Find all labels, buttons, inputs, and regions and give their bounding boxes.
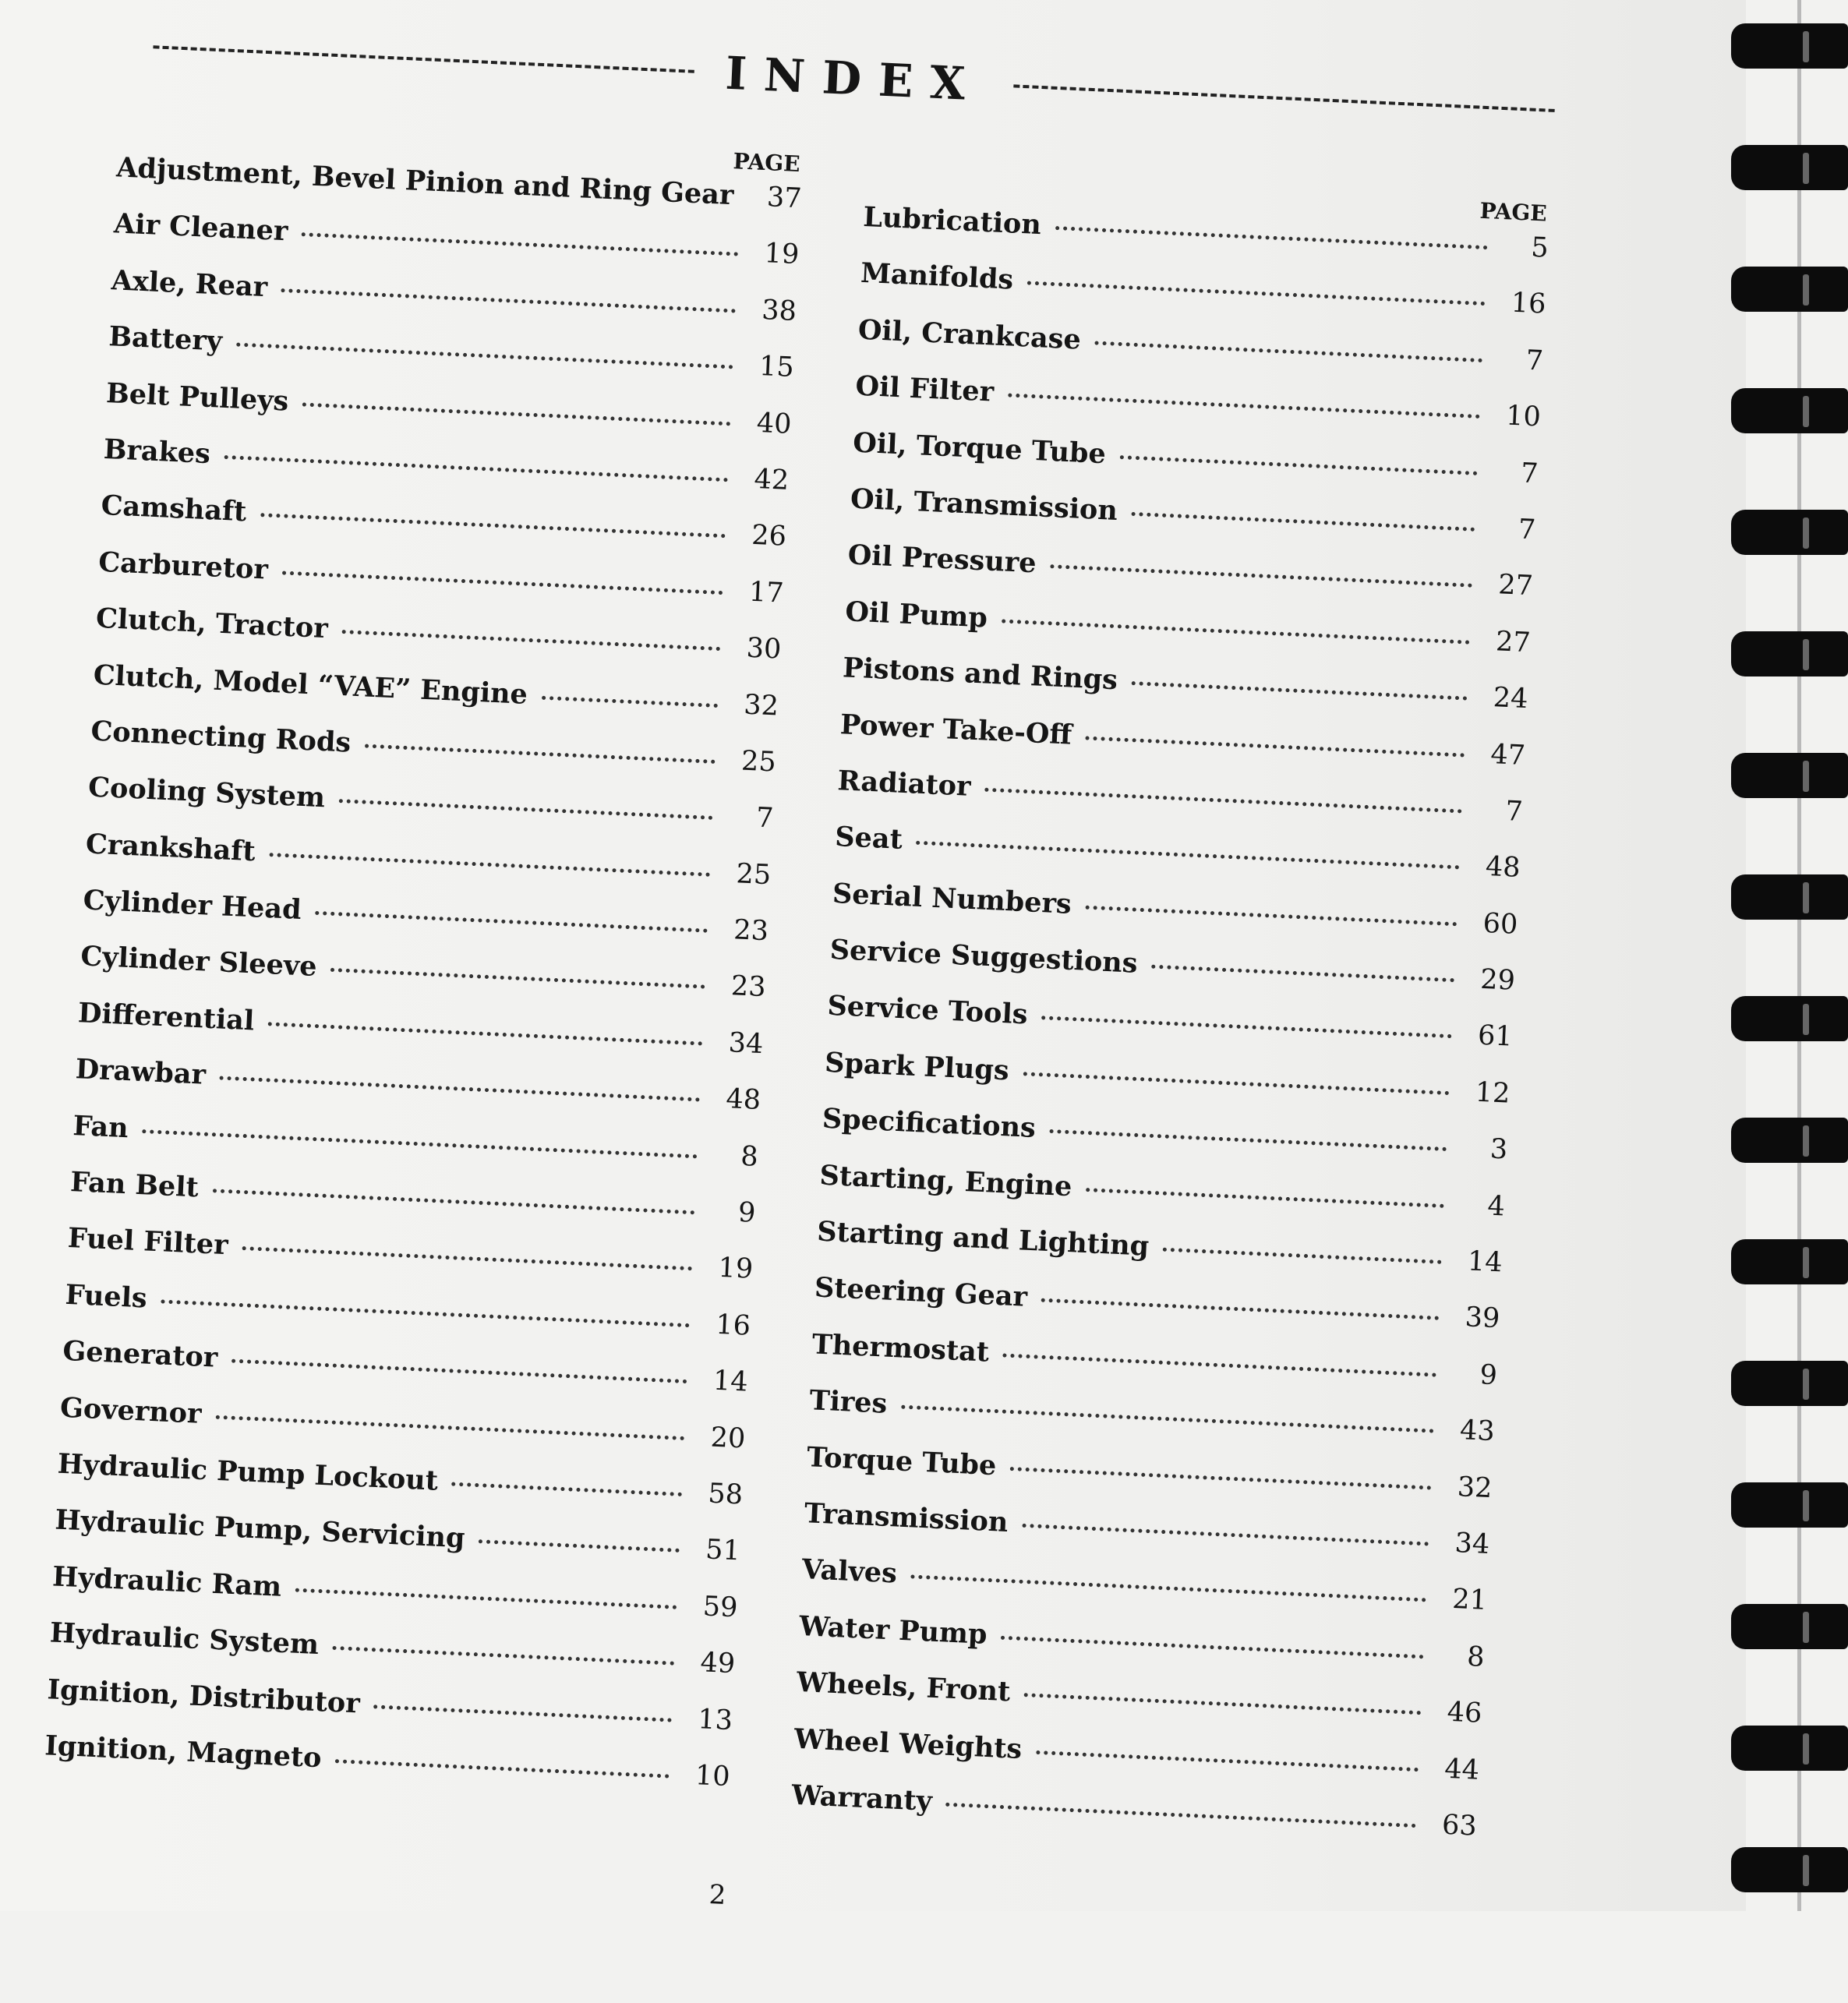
entry-label: Axle, Rear — [111, 264, 268, 303]
entry-label: Connecting Rods — [90, 715, 352, 758]
dot-leader — [1119, 455, 1477, 475]
entry-page: 32 — [1445, 1471, 1493, 1504]
entry-page: 16 — [703, 1309, 751, 1342]
dot-leader — [260, 513, 726, 538]
dot-leader — [315, 911, 708, 933]
entry-label: Lubrication — [863, 201, 1042, 241]
entry-label: Oil, Transmission — [850, 482, 1118, 527]
binding-ring — [1731, 1361, 1848, 1406]
entry-page: 5 — [1501, 231, 1549, 264]
entry-page: 25 — [723, 857, 772, 891]
entry-page: 42 — [741, 463, 790, 496]
dot-leader — [1024, 1693, 1421, 1715]
entry-label: Oil Pressure — [847, 539, 1037, 580]
dot-leader — [1086, 736, 1465, 757]
dot-leader — [1002, 619, 1470, 644]
entry-page: 8 — [1437, 1640, 1486, 1673]
dot-leader — [302, 402, 730, 426]
entry-page: 20 — [698, 1421, 746, 1454]
entry-page: 19 — [705, 1252, 754, 1286]
entry-label: Fan — [72, 1110, 129, 1144]
dot-leader — [269, 853, 710, 877]
entry-page: 61 — [1465, 1019, 1514, 1053]
dot-leader — [1050, 565, 1472, 588]
entry-label: Serial Numbers — [832, 878, 1072, 920]
dot-leader — [1095, 341, 1483, 362]
header-rule-right — [1013, 84, 1555, 112]
dot-leader — [142, 1129, 697, 1158]
dot-leader — [1036, 1750, 1419, 1771]
entry-page: 37 — [761, 182, 802, 214]
entry-label: Oil Pump — [845, 595, 988, 634]
dot-leader — [1085, 905, 1457, 926]
dot-leader — [295, 1588, 677, 1609]
dot-leader — [1055, 226, 1488, 249]
entry-page: 9 — [708, 1196, 757, 1229]
entry-label: Power Take-Off — [839, 708, 1072, 751]
binding-ring — [1731, 1482, 1848, 1528]
header-rule-left — [153, 45, 694, 73]
entry-label: Hydraulic System — [49, 1617, 320, 1662]
entry-page: 12 — [1463, 1076, 1511, 1110]
entry-page: 48 — [1473, 851, 1521, 885]
entry-label: Air Cleaner — [113, 208, 288, 248]
entry-page: 23 — [721, 914, 769, 948]
entry-label: Governor — [59, 1391, 202, 1429]
dot-leader — [542, 695, 718, 707]
entry-label: Hydraulic Ram — [51, 1560, 282, 1602]
entry-label: Clutch, Tractor — [95, 602, 328, 645]
entry-label: Generator — [62, 1335, 219, 1374]
dot-leader — [341, 630, 720, 651]
entry-page: 17 — [737, 576, 785, 609]
index-column-right — [790, 170, 1550, 1867]
entry-label: Hydraulic Pump Lockout — [57, 1448, 439, 1497]
dot-leader — [1003, 1353, 1436, 1376]
page-column-header: PAGE — [117, 120, 804, 182]
entry-label: Brakes — [103, 433, 211, 470]
dot-leader — [1041, 1298, 1440, 1320]
page-column-header: PAGE — [864, 170, 1550, 232]
entry-page: 13 — [685, 1703, 733, 1736]
binding-ring — [1731, 1604, 1848, 1649]
dot-leader — [281, 288, 736, 313]
binding-ring — [1731, 510, 1848, 555]
dot-leader — [282, 571, 723, 595]
entry-label: Carburetor — [98, 546, 269, 586]
entry-label: Fuel Filter — [67, 1222, 228, 1261]
entry-page: 3 — [1460, 1132, 1508, 1166]
binding-ring — [1731, 631, 1848, 676]
binding-ring — [1731, 145, 1848, 190]
binding-ring — [1731, 1118, 1848, 1163]
dot-leader — [946, 1803, 1416, 1828]
entry-page: 38 — [749, 294, 797, 327]
entry-page: 24 — [1481, 682, 1529, 715]
entry-page: 47 — [1478, 738, 1526, 772]
entry-label: Torque Tube — [806, 1441, 997, 1482]
dot-leader — [984, 788, 1462, 814]
binding-ring — [1731, 388, 1848, 433]
entry-page: 14 — [1455, 1245, 1503, 1279]
entry-label: Valves — [801, 1553, 898, 1590]
entry-page: 34 — [1442, 1527, 1490, 1560]
entry-label: Belt Pulleys — [105, 377, 289, 418]
entry-page: 34 — [716, 1026, 764, 1060]
binding-ring — [1731, 1847, 1848, 1892]
index-column-left — [43, 120, 804, 1817]
entry-label: Fan Belt — [69, 1166, 199, 1203]
binding-ring — [1731, 753, 1848, 798]
entry-label: Thermostat — [811, 1328, 990, 1368]
dot-leader — [1049, 1129, 1447, 1151]
entry-label: Oil, Torque Tube — [852, 426, 1106, 470]
dot-leader — [1132, 681, 1468, 701]
entry-label: Ignition, Magneto — [44, 1729, 323, 1774]
dot-leader — [1163, 1248, 1442, 1264]
entry-page: 48 — [713, 1083, 761, 1117]
dot-leader — [1008, 394, 1480, 419]
dot-leader — [302, 233, 738, 256]
entry-label: Cylinder Sleeve — [80, 941, 318, 984]
entry-page: 9 — [1450, 1358, 1498, 1391]
entry-label: Radiator — [837, 765, 972, 803]
entry-page: 7 — [1475, 794, 1524, 828]
dot-leader — [242, 1246, 692, 1270]
dot-leader — [215, 1415, 684, 1440]
entry-label: Steering Gear — [814, 1272, 1028, 1313]
entry-label: Camshaft — [101, 489, 247, 528]
entry-page: 10 — [1493, 400, 1542, 433]
dot-leader — [1001, 1635, 1423, 1659]
entry-label: Pistons and Rings — [842, 652, 1118, 696]
entry-page: 14 — [701, 1365, 749, 1398]
entry-label: Cooling System — [87, 772, 326, 814]
entry-page: 60 — [1470, 907, 1518, 941]
entry-page: 16 — [1498, 287, 1546, 320]
entry-page: 7 — [1496, 344, 1544, 377]
entry-label: Starting, Engine — [819, 1159, 1072, 1203]
dot-leader — [236, 343, 733, 369]
dot-leader — [339, 799, 713, 820]
entry-label: Ignition, Distributor — [47, 1673, 361, 1719]
entry-label: Wheels, Front — [796, 1666, 1011, 1708]
dot-leader — [231, 1359, 687, 1384]
binding-ring — [1731, 1726, 1848, 1771]
entry-label: Differential — [77, 997, 255, 1037]
dot-leader — [916, 841, 1459, 870]
dot-leader — [161, 1299, 690, 1327]
entry-page: 23 — [719, 970, 767, 1004]
entry-label: Seat — [834, 821, 903, 856]
index-header — [152, 20, 1556, 137]
dot-leader — [373, 1704, 671, 1722]
entry-page: 40 — [744, 407, 793, 440]
entry-page: 44 — [1432, 1753, 1480, 1786]
entry-label: Spark Plugs — [824, 1047, 1009, 1087]
entry-page: 8 — [711, 1139, 759, 1173]
entry-label: Crankshaft — [85, 828, 256, 867]
dot-leader — [212, 1189, 694, 1214]
dot-leader — [1027, 281, 1486, 306]
entry-label: Warranty — [791, 1779, 933, 1818]
dot-leader — [330, 968, 705, 989]
entry-label: Drawbar — [75, 1053, 207, 1091]
dot-leader — [1041, 1016, 1452, 1039]
dot-leader — [1010, 1467, 1431, 1490]
binding-ring — [1731, 874, 1848, 920]
entry-label: Starting and Lighting — [817, 1216, 1150, 1263]
entry-label: Manifolds — [860, 257, 1014, 296]
entry-page: 49 — [687, 1647, 736, 1680]
entry-page: 15 — [747, 350, 795, 383]
entry-page: 19 — [751, 238, 800, 271]
entry-label: Specifications — [822, 1103, 1037, 1144]
entry-page: 63 — [1429, 1809, 1478, 1842]
entry-page: 21 — [1440, 1584, 1488, 1617]
entry-label: Service Suggestions — [829, 934, 1138, 980]
dot-leader — [479, 1540, 680, 1553]
entry-page: 59 — [691, 1590, 739, 1623]
binding-ring — [1731, 23, 1848, 69]
dot-leader — [268, 1022, 702, 1045]
entry-page: 27 — [1486, 569, 1534, 602]
entry-label: Oil, Crankcase — [857, 313, 1082, 355]
entry-page: 46 — [1434, 1696, 1482, 1729]
entry-label: Battery — [108, 320, 223, 358]
entry-page: 26 — [739, 519, 787, 553]
dot-leader — [1086, 1188, 1444, 1208]
dot-leader — [1132, 512, 1475, 532]
entry-page: 27 — [1483, 625, 1532, 659]
binding-ring — [1731, 1239, 1848, 1284]
entry-page: 30 — [733, 632, 782, 666]
entry-label: Hydraulic Pump, Servicing — [55, 1504, 466, 1555]
page-number: 2 — [708, 1879, 726, 1911]
entry-page: 4 — [1458, 1189, 1506, 1222]
entry-label: Service Tools — [827, 990, 1029, 1031]
entry-page: 25 — [729, 745, 777, 779]
entry-page: 10 — [683, 1759, 731, 1793]
entry-page: 7 — [1488, 513, 1536, 546]
binding-ring — [1731, 267, 1848, 312]
entry-label: Adjustment, Bevel Pinion and Ring Gear — [116, 151, 735, 211]
entry-label: Oil Filter — [855, 370, 995, 408]
dot-leader — [911, 1575, 1426, 1602]
entry-label: Cylinder Head — [83, 884, 302, 926]
entry-label: Clutch, Model “VAE” Engine — [93, 659, 528, 710]
entry-page: 7 — [726, 801, 775, 835]
entry-page: 58 — [695, 1478, 744, 1511]
entry-page: 51 — [693, 1534, 741, 1567]
dot-leader — [220, 1076, 700, 1102]
dot-leader — [1151, 965, 1454, 983]
entry-page: 7 — [1491, 456, 1539, 489]
entry-label: Transmission — [804, 1497, 1009, 1538]
page-title: INDEX — [724, 47, 983, 111]
entry-page: 29 — [1468, 963, 1516, 997]
dot-leader — [1022, 1524, 1429, 1546]
entry-label: Fuels — [65, 1279, 148, 1315]
spiral-binding — [1715, 0, 1848, 1911]
dot-leader — [452, 1482, 682, 1496]
dot-leader — [224, 455, 729, 482]
entry-label: Tires — [809, 1384, 889, 1419]
dot-leader — [365, 744, 716, 763]
entry-page: 43 — [1447, 1415, 1496, 1448]
entry-label: Wheel Weights — [793, 1722, 1023, 1765]
dot-leader — [333, 1646, 674, 1666]
entry-page: 39 — [1452, 1302, 1500, 1335]
binding-ring — [1731, 996, 1848, 1041]
dot-leader — [1023, 1072, 1449, 1095]
dot-leader — [335, 1759, 669, 1778]
dot-leader — [901, 1405, 1434, 1433]
entry-label: Water Pump — [799, 1610, 988, 1651]
entry-page: 32 — [731, 688, 779, 722]
